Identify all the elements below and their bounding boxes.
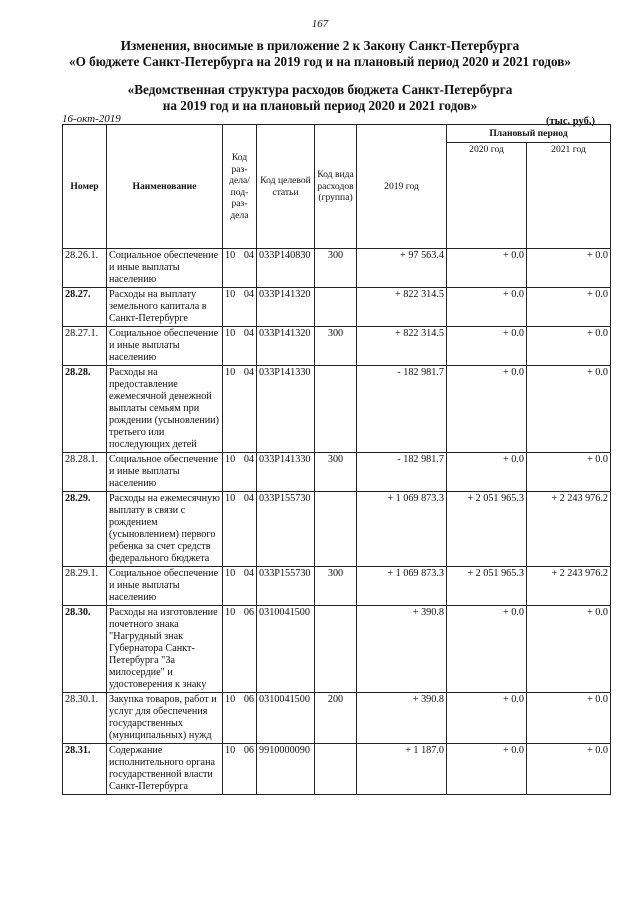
header-number: Номер: [63, 125, 107, 249]
table-row: [63, 606, 611, 693]
cell-section-code: [223, 492, 257, 567]
section-code: 10: [225, 454, 236, 465]
budget-table: [62, 124, 611, 795]
cell-expense-type: 200: [315, 693, 357, 744]
cell-value-2021: + 2 243 976.2: [527, 492, 611, 567]
cell-section-code: [223, 453, 257, 492]
cell-name: Расходы на ежемесячную выплату в связи с рождением (усыновлением) первого ребенка за счет средств федерального бюджета: [107, 492, 223, 567]
cell-section-code: [223, 327, 257, 366]
cell-name: Социальное обеспечение и иные выплаты населению: [107, 327, 223, 366]
cell-expense-type: 300: [315, 453, 357, 492]
section-code: 10: [225, 568, 236, 579]
table-row: [63, 567, 611, 606]
table-body: [63, 249, 611, 795]
cell-section-code: [223, 693, 257, 744]
cell-expense-type: [315, 366, 357, 453]
cell-value-2021: + 0.0: [527, 606, 611, 693]
cell-value-2019: + 822 314.5: [357, 288, 447, 327]
table-row: [63, 327, 611, 366]
document-subtitle: [20, 82, 620, 114]
cell-number: 28.28.: [63, 366, 107, 453]
cell-value-2019: + 1 069 873.3: [357, 492, 447, 567]
cell-name: Социальное обеспечение и иные выплаты населению: [107, 453, 223, 492]
document-date: 16-окт-2019: [62, 113, 121, 125]
cell-expense-type: [315, 744, 357, 795]
subsection-code: 04: [243, 493, 254, 504]
cell-target-code: 0310041500: [257, 606, 315, 693]
cell-value-2020: + 0.0: [447, 327, 527, 366]
cell-target-code: 9910000090: [257, 744, 315, 795]
cell-value-2021: + 0.0: [527, 744, 611, 795]
subsection-code: 04: [243, 328, 254, 339]
cell-value-2021: + 0.0: [527, 366, 611, 453]
cell-name: Расходы на предоставление ежемесячной денежной выплаты семьям при рождении (усыновлении) третьего или последующих детей: [107, 366, 223, 453]
cell-value-2020: + 0.0: [447, 288, 527, 327]
cell-target-code: 033Р155730: [257, 492, 315, 567]
cell-number: 28.29.: [63, 492, 107, 567]
subsection-code: 04: [243, 289, 254, 300]
table-row: [63, 288, 611, 327]
section-code: 10: [225, 289, 236, 300]
page-number: 167: [311, 18, 329, 30]
table-row: [63, 744, 611, 795]
subsection-code: 04: [243, 568, 254, 579]
cell-number: 28.28.1.: [63, 453, 107, 492]
cell-name: Закупка товаров, работ и услуг для обеспечения государственных (муниципальных) нужд: [107, 693, 223, 744]
cell-value-2020: + 0.0: [447, 606, 527, 693]
cell-number: 28.27.1.: [63, 327, 107, 366]
cell-target-code: 0310041500: [257, 693, 315, 744]
table-row: [63, 249, 611, 288]
subsection-code: 04: [243, 367, 254, 378]
cell-value-2020: + 0.0: [447, 744, 527, 795]
cell-expense-type: 300: [315, 327, 357, 366]
cell-number: 28.26.1.: [63, 249, 107, 288]
cell-expense-type: [315, 606, 357, 693]
cell-value-2021: + 2 243 976.2: [527, 567, 611, 606]
cell-value-2020: + 0.0: [447, 366, 527, 453]
cell-value-2019: - 182 981.7: [357, 366, 447, 453]
cell-value-2019: + 390.8: [357, 606, 447, 693]
cell-section-code: [223, 288, 257, 327]
cell-target-code: 033Р155730: [257, 567, 315, 606]
subsection-code: 04: [243, 454, 254, 465]
units-label: (тыс. руб.): [546, 116, 595, 127]
table-row: [63, 366, 611, 453]
cell-value-2021: + 0.0: [527, 288, 611, 327]
cell-number: 28.31.: [63, 744, 107, 795]
cell-name: Расходы на выплату земельного капитала в Санкт-Петербурге: [107, 288, 223, 327]
cell-section-code: [223, 249, 257, 288]
header-target-code: Код целевой статьи: [257, 125, 315, 249]
header-section-code: Код раз-дела/ под-раз-дела: [223, 125, 257, 249]
cell-value-2019: + 822 314.5: [357, 327, 447, 366]
table-row: [63, 693, 611, 744]
cell-expense-type: [315, 492, 357, 567]
cell-section-code: [223, 567, 257, 606]
subsection-code: 06: [243, 694, 254, 705]
cell-section-code: [223, 744, 257, 795]
document-title: [20, 38, 620, 70]
header-year-2020: 2020 год: [447, 143, 527, 249]
section-code: 10: [225, 250, 236, 261]
title-line-2: «О бюджете Санкт-Петербурга на 2019 год и на плановый период 2020 и 2021 годов»: [69, 54, 571, 69]
cell-value-2019: + 97 563.4: [357, 249, 447, 288]
cell-target-code: 033Р141320: [257, 327, 315, 366]
cell-value-2020: + 2 051 965.3: [447, 492, 527, 567]
cell-name: Расходы на изготовление почетного знака "Нагрудный знак Губернатора Санкт-Петербурга "За милосердие" и удостоверения к знаку: [107, 606, 223, 693]
subsection-code: 06: [243, 745, 254, 756]
subtitle-line-1: «Ведомственная структура расходов бюджета Санкт-Петербурга: [127, 82, 513, 97]
cell-value-2020: + 0.0: [447, 693, 527, 744]
section-code: 10: [225, 328, 236, 339]
cell-target-code: 033Р141330: [257, 366, 315, 453]
header-expense-type-code: Код вида расходов (группа): [315, 125, 357, 249]
section-code: 10: [225, 694, 236, 705]
cell-value-2020: + 0.0: [447, 249, 527, 288]
cell-value-2019: + 390.8: [357, 693, 447, 744]
header-name: Наименование: [107, 125, 223, 249]
cell-value-2020: + 2 051 965.3: [447, 567, 527, 606]
cell-name: Содержание исполнительного органа государственной власти Санкт-Петербурга: [107, 744, 223, 795]
subsection-code: 06: [243, 607, 254, 618]
cell-value-2021: + 0.0: [527, 453, 611, 492]
header-year-2019: 2019 год: [357, 125, 447, 249]
cell-target-code: 033Р140830: [257, 249, 315, 288]
section-code: 10: [225, 607, 236, 618]
subtitle-line-2: на 2019 год и на плановый период 2020 и 2021 годов»: [162, 98, 478, 113]
cell-value-2019: + 1 187.0: [357, 744, 447, 795]
cell-number: 28.30.1.: [63, 693, 107, 744]
section-code: 10: [225, 367, 236, 378]
cell-name: Социальное обеспечение и иные выплаты населению: [107, 249, 223, 288]
cell-expense-type: 300: [315, 249, 357, 288]
header-planned-period: Плановый период: [447, 125, 611, 143]
header-year-2021: 2021 год: [527, 143, 611, 249]
table-row: [63, 453, 611, 492]
cell-expense-type: 300: [315, 567, 357, 606]
cell-name: Социальное обеспечение и иные выплаты населению: [107, 567, 223, 606]
table-row: [63, 492, 611, 567]
cell-value-2021: + 0.0: [527, 693, 611, 744]
subsection-code: 04: [243, 250, 254, 261]
section-code: 10: [225, 745, 236, 756]
cell-value-2019: - 182 981.7: [357, 453, 447, 492]
cell-section-code: [223, 366, 257, 453]
cell-number: 28.30.: [63, 606, 107, 693]
cell-value-2021: + 0.0: [527, 327, 611, 366]
cell-value-2020: + 0.0: [447, 453, 527, 492]
title-line-1: Изменения, вносимые в приложение 2 к Закону Санкт-Петербурга: [120, 38, 520, 53]
cell-value-2019: + 1 069 873.3: [357, 567, 447, 606]
cell-number: 28.27.: [63, 288, 107, 327]
cell-value-2021: + 0.0: [527, 249, 611, 288]
cell-number: 28.29.1.: [63, 567, 107, 606]
cell-target-code: 033Р141330: [257, 453, 315, 492]
cell-expense-type: [315, 288, 357, 327]
cell-target-code: 033Р141320: [257, 288, 315, 327]
section-code: 10: [225, 493, 236, 504]
cell-section-code: [223, 606, 257, 693]
